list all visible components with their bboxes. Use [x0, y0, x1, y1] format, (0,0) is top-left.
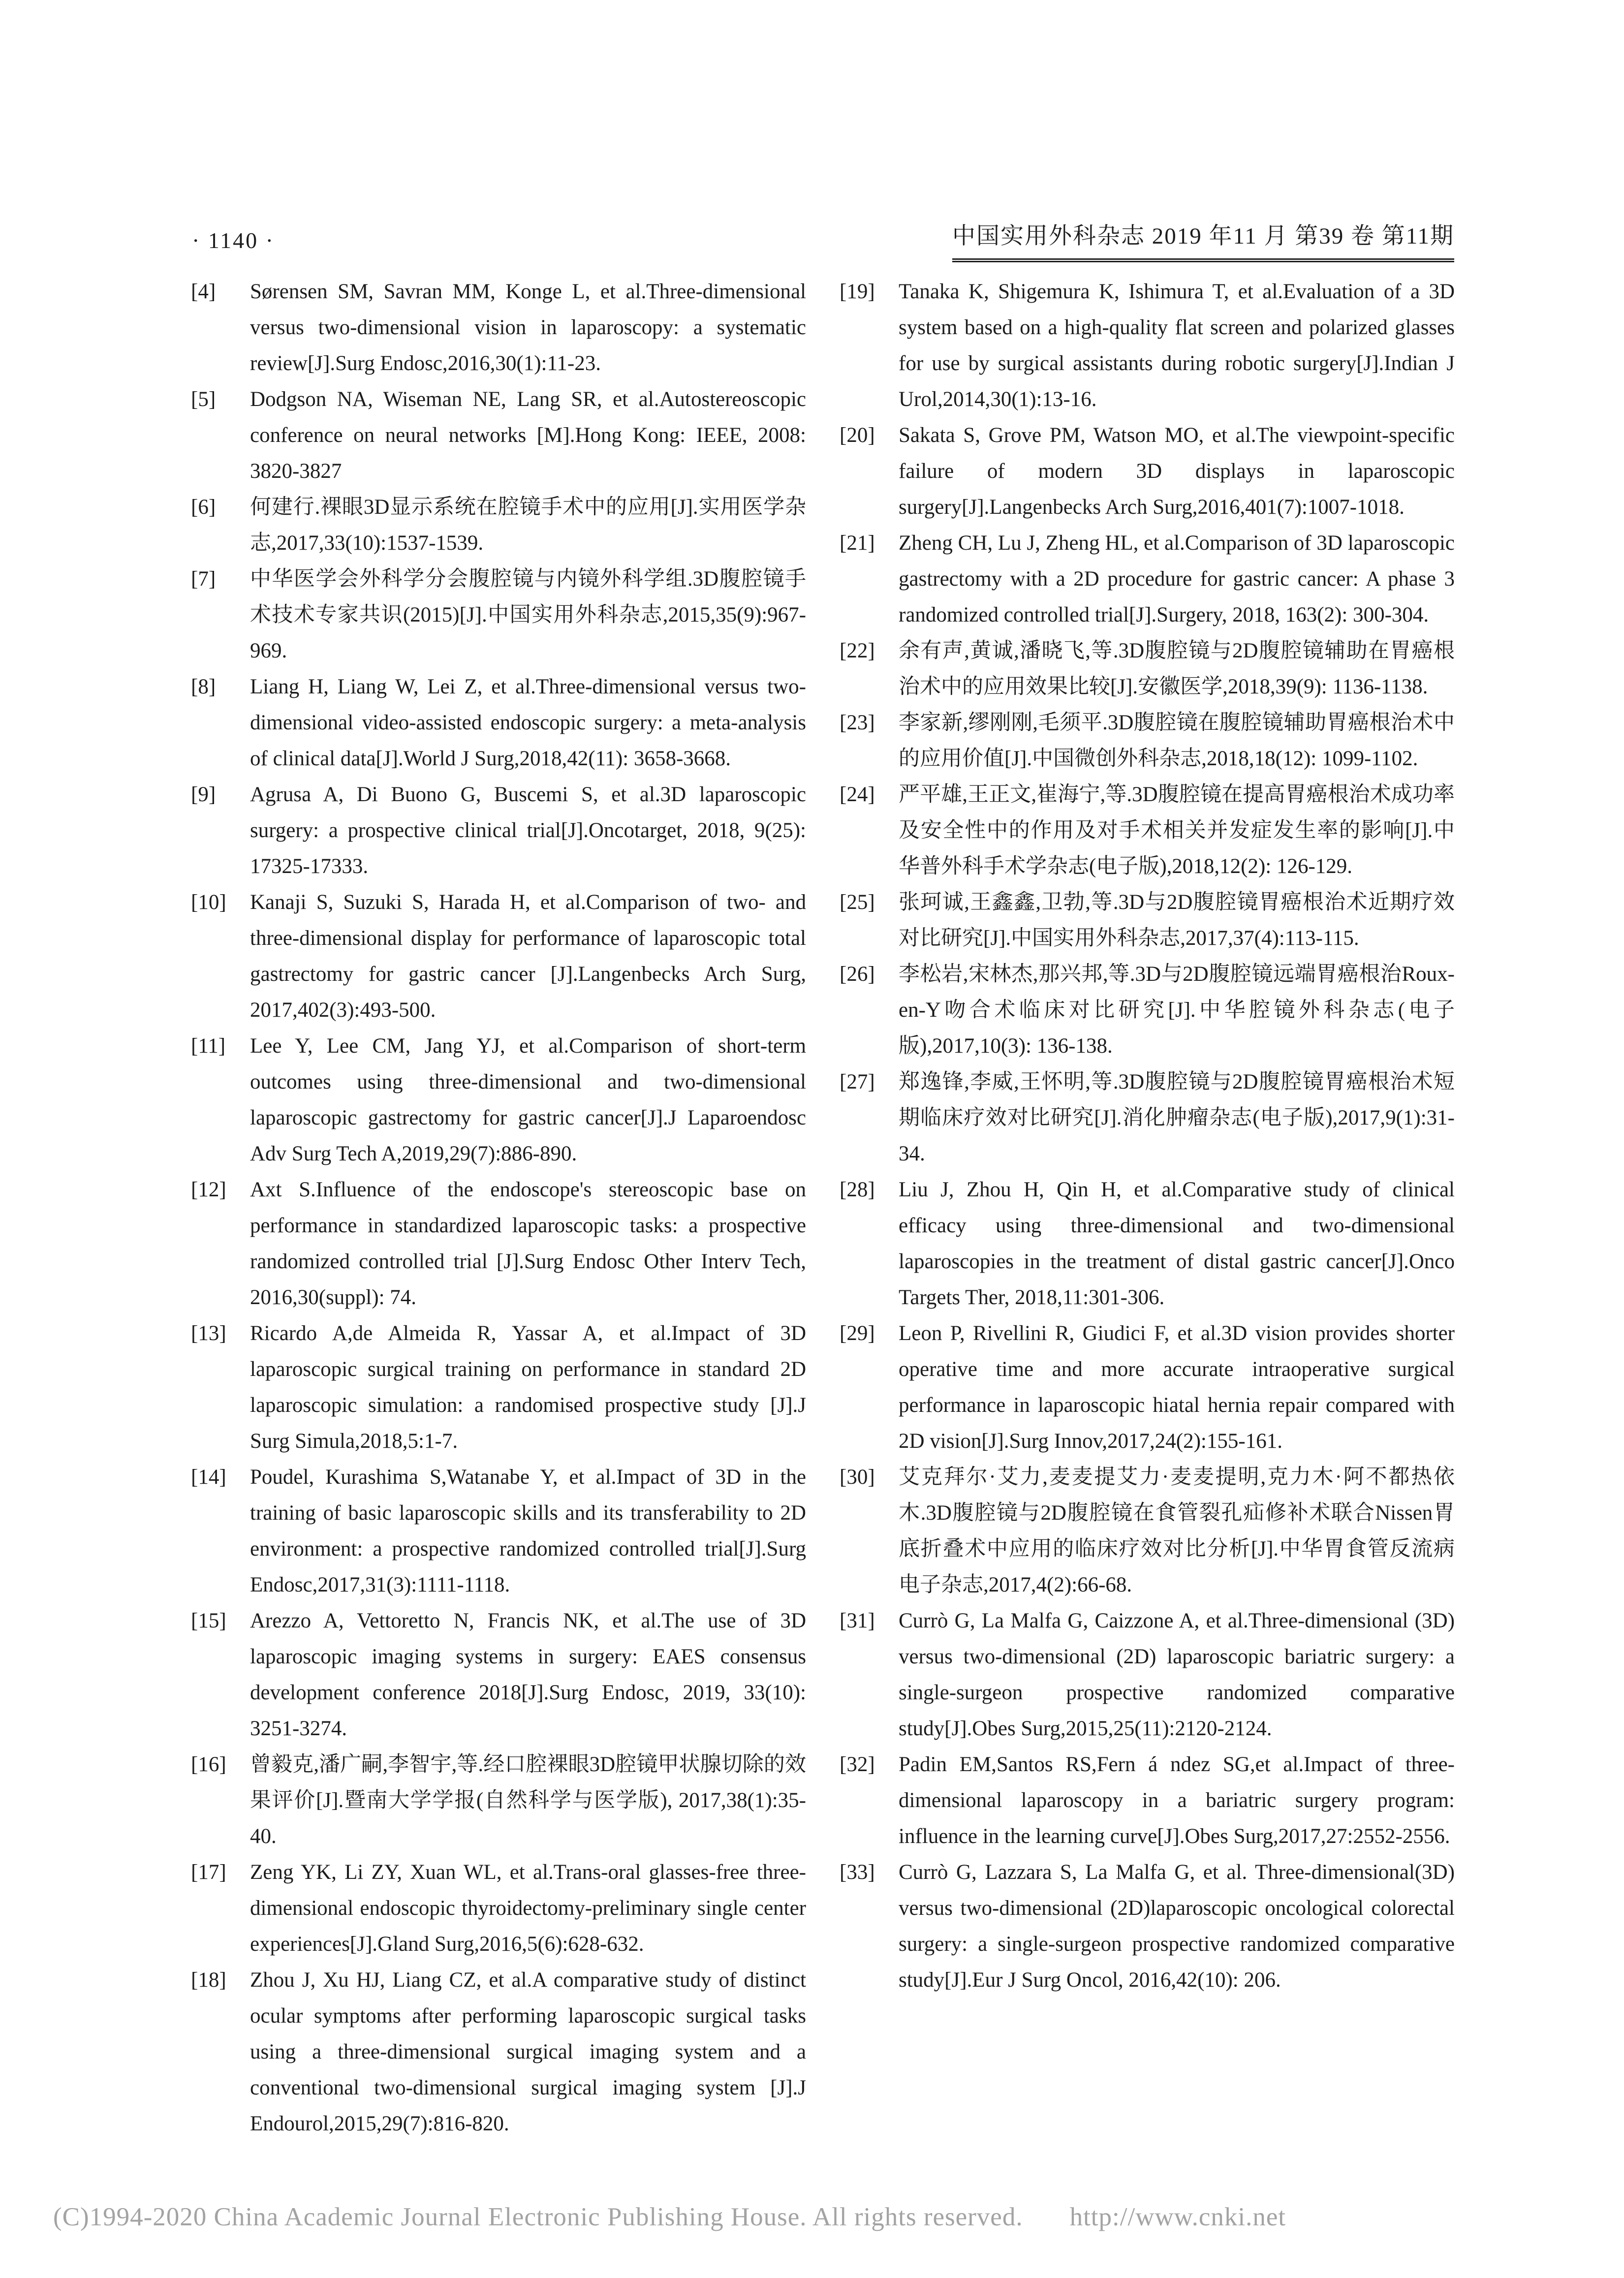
- reference-text: Currò G, La Malfa G, Caizzone A, et al.Three-dimensional (3D) versus two-dimensional (2D) laparoscopic bariatric surgery: a single-surgeon prospective randomized comparative study[J].Obes Surg,2015,25(11):2120-2124.: [899, 1609, 1455, 1740]
- reference-number: [6]: [191, 496, 216, 519]
- reference-number: [5]: [191, 388, 216, 411]
- reference-item: [840, 1459, 1455, 1603]
- reference-text: Currò G, Lazzara S, La Malfa G, et al. Three-dimensional(3D) versus two-dimensional (2D)laparoscopic oncological colorectal surgery: a single-surgeon prospective randomized comparative study[J].Eur J Surg Oncol, 2016,42(10): 206.: [899, 1861, 1455, 1992]
- reference-text: Zhou J, Xu HJ, Liang CZ, et al.A comparative study of distinct ocular symptoms after performing laparoscopic surgical tasks using a three-dimensional surgical imaging system and a conventional two-dimensional surgical imaging system [J].J Endourol,2015,29(7):816-820.: [250, 1968, 806, 2135]
- reference-item: [191, 1459, 806, 1603]
- reference-text: Padin EM,Santos RS,Fern á ndez SG,et al.Impact of three-dimensional laparoscopy in a bariatric surgery program: influence in the learning curve[J].Obes Surg,2017,27:2552-2556.: [899, 1753, 1455, 1848]
- reference-item: [191, 489, 806, 561]
- reference-text: Ricardo A,de Almeida R, Yassar A, et al.Impact of 3D laparoscopic surgical training on performance in standard 2D laparoscopic simulation: a randomised prospective study [J].J Surg Simula,2018,5:1-7.: [250, 1322, 806, 1453]
- reference-text: 李家新,缪刚刚,毛须平.3D腹腔镜在腹腔镜辅助胃癌根治术中的应用价值[J].中国微创外科杂志,2018,18(12): 1099-1102.: [899, 711, 1455, 770]
- reference-text: Arezzo A, Vettoretto N, Francis NK, et al.The use of 3D laparoscopic imaging systems in surgery: EAES consensus development conference 2018[J].Surg Endosc, 2019, 33(10): 3251-3274.: [250, 1609, 806, 1740]
- reference-number: [25]: [840, 891, 875, 914]
- reference-text: Axt S.Influence of the endoscope's stereoscopic base on performance in standardized laparoscopic tasks: a prospective randomized controlled trial [J].Surg Endosc Other Interv Tech, 2016,30(suppl): 74.: [250, 1178, 806, 1309]
- reference-text: Sørensen SM, Savran MM, Konge L, et al.Three-dimensional versus two-dimensional vision in laparoscopy: a systematic review[J].Surg Endosc,2016,30(1):11-23.: [250, 280, 806, 375]
- reference-text: Liu J, Zhou H, Qin H, et al.Comparative study of clinical efficacy using three-dimensional and two-dimensional laparoscopies in the treatment of distal gastric cancer[J].Onco Targets Ther, 2018,11:301-306.: [899, 1178, 1455, 1309]
- reference-item: [840, 417, 1455, 525]
- reference-text: Lee Y, Lee CM, Jang YJ, et al.Comparison of short-term outcomes using three-dimensional and two-dimensional laparoscopic gastrectomy for gastric cancer[J].J Laparoendosc Adv Surg Tech A,2019,29(7):886-890.: [250, 1034, 806, 1165]
- references-column-right: [840, 274, 1455, 1998]
- reference-number: [11]: [191, 1034, 226, 1058]
- reference-number: [18]: [191, 1968, 226, 1992]
- reference-number: [23]: [840, 711, 875, 734]
- reference-text: 李松岩,宋林杰,那兴邦,等.3D与2D腹腔镜远端胃癌根治Roux-en-Y吻合术临床对比研究[J].中华腔镜外科杂志(电子版),2017,10(3): 136-138.: [899, 963, 1455, 1058]
- reference-text: 曾毅克,潘广嗣,李智宇,等.经口腔裸眼3D腔镜甲状腺切除的效果评价[J].暨南大学学报(自然科学与医学版), 2017,38(1):35-40.: [250, 1753, 806, 1848]
- reference-item: [840, 777, 1455, 884]
- reference-item: [840, 956, 1455, 1064]
- reference-item: [840, 1315, 1455, 1459]
- reference-item: [191, 1315, 806, 1459]
- reference-text: Poudel, Kurashima S,Watanabe Y, et al.Impact of 3D in the training of basic laparoscopic skills and its transferability to 2D environment: a prospective randomized controlled trial[J].Surg Endosc,2017,31(3):1111-1118.: [250, 1466, 806, 1596]
- reference-number: [21]: [840, 531, 875, 555]
- reference-number: [31]: [840, 1609, 875, 1632]
- reference-text: 中华医学会外科学分会腹腔镜与内镜外科学组.3D腹腔镜手术技术专家共识(2015)[J].中国实用外科杂志,2015,35(9):967-969.: [250, 567, 806, 662]
- reference-text: Agrusa A, Di Buono G, Buscemi S, et al.3D laparoscopic surgery: a prospective clinical trial[J].Oncotarget, 2018, 9(25): 17325-17333.: [250, 783, 806, 878]
- reference-number: [15]: [191, 1609, 226, 1632]
- reference-item: [840, 1172, 1455, 1315]
- reference-item: [840, 1603, 1455, 1747]
- reference-item: [191, 1172, 806, 1315]
- reference-item: [191, 1603, 806, 1747]
- reference-number: [30]: [840, 1466, 875, 1489]
- reference-text: 何建行.裸眼3D显示系统在腔镜手术中的应用[J].实用医学杂志,2017,33(10):1537-1539.: [250, 496, 806, 555]
- references-column-left: [191, 274, 806, 2142]
- reference-number: [29]: [840, 1322, 875, 1345]
- reference-text: Dodgson NA, Wiseman NE, Lang SR, et al.Autostereoscopic conference on neural networks [M].Hong Kong: IEEE, 2008: 3820-3827: [250, 388, 806, 483]
- reference-number: [13]: [191, 1322, 226, 1345]
- reference-number: [28]: [840, 1178, 875, 1201]
- reference-item: [840, 884, 1455, 956]
- reference-number: [33]: [840, 1861, 875, 1884]
- reference-number: [27]: [840, 1070, 875, 1093]
- reference-item: [840, 274, 1455, 417]
- reference-number: [17]: [191, 1861, 226, 1884]
- copyright-footer: [53, 2202, 1286, 2232]
- reference-item: [191, 1962, 806, 2142]
- reference-number: [26]: [840, 963, 875, 986]
- reference-number: [14]: [191, 1466, 226, 1489]
- reference-text: 艾克拜尔·艾力,麦麦提艾力·麦麦提明,克力木·阿不都热依木.3D腹腔镜与2D腹腔镜在食管裂孔疝修补术联合Nissen胃底折叠术中应用的临床疗效对比分析[J].中华胃食管反流病电子杂志,2017,4(2):66-68.: [899, 1466, 1455, 1596]
- reference-number: [9]: [191, 783, 216, 806]
- reference-number: [20]: [840, 424, 875, 447]
- reference-number: [16]: [191, 1753, 226, 1776]
- reference-text: 郑逸锋,李威,王怀明,等.3D腹腔镜与2D腹腔镜胃癌根治术短期临床疗效对比研究[J].消化肿瘤杂志(电子版),2017,9(1):31-34.: [899, 1070, 1455, 1165]
- reference-text: Liang H, Liang W, Lei Z, et al.Three-dimensional versus two-dimensional video-assisted endoscopic surgery: a meta-analysis of clinical data[J].World J Surg,2018,42(11): 3658-3668.: [250, 675, 806, 770]
- reference-text: 余有声,黄诚,潘晓飞,等.3D腹腔镜与2D腹腔镜辅助在胃癌根治术中的应用效果比较[J].安徽医学,2018,39(9): 1136-1138.: [899, 639, 1455, 698]
- reference-number: [10]: [191, 891, 226, 914]
- reference-item: [191, 1854, 806, 1962]
- reference-item: [191, 1028, 806, 1172]
- reference-number: [8]: [191, 675, 216, 698]
- reference-number: [22]: [840, 639, 875, 662]
- cnki-url: http://www.cnki.net: [1069, 2203, 1286, 2231]
- reference-item: [840, 1064, 1455, 1172]
- reference-number: [4]: [191, 280, 216, 303]
- reference-item: [191, 669, 806, 777]
- reference-item: [191, 561, 806, 669]
- reference-item: [840, 1747, 1455, 1854]
- reference-text: 张珂诚,王鑫鑫,卫勃,等.3D与2D腹腔镜胃癌根治术近期疗效对比研究[J].中国实用外科杂志,2017,37(4):113-115.: [899, 891, 1455, 950]
- reference-item: [191, 884, 806, 1028]
- reference-text: Zheng CH, Lu J, Zheng HL, et al.Comparison of 3D laparoscopic gastrectomy with a 2D procedure for gastric cancer: A phase 3 randomized controlled trial[J].Surgery, 2018, 163(2): 300-304.: [899, 531, 1455, 626]
- reference-text: Zeng YK, Li ZY, Xuan WL, et al.Trans-oral glasses-free three-dimensional endoscopic thyroidectomy-preliminary single center experiences[J].Gland Surg,2016,5(6):628-632.: [250, 1861, 806, 1956]
- journal-header: 中国实用外科杂志 2019 年11 月 第39 卷 第11期: [952, 218, 1454, 262]
- reference-text: Leon P, Rivellini R, Giudici F, et al.3D vision provides shorter operative time and more accurate intraoperative surgical performance in laparoscopic hiatal hernia repair compared with 2D vision[J].Surg Innov,2017,24(2):155-161.: [899, 1322, 1455, 1453]
- reference-text: Tanaka K, Shigemura K, Ishimura T, et al.Evaluation of a 3D system based on a high-quality flat screen and polarized glasses for use by surgical assistants during robotic surgery[J].Indian J Urol,2014,30(1):13-16.: [899, 280, 1455, 411]
- reference-item: [840, 1854, 1455, 1998]
- reference-number: [24]: [840, 783, 875, 806]
- page-number: · 1140 ·: [192, 228, 275, 253]
- copyright-text: (C)1994-2020 China Academic Journal Electronic Publishing House. All rights reserved.: [53, 2203, 1023, 2231]
- reference-number: [32]: [840, 1753, 875, 1776]
- reference-text: Kanaji S, Suzuki S, Harada H, et al.Comparison of two- and three-dimensional display for performance of laparoscopic total gastrectomy for gastric cancer [J].Langenbecks Arch Surg, 2017,402(3):493-500.: [250, 891, 806, 1022]
- reference-item: [191, 381, 806, 489]
- reference-number: [12]: [191, 1178, 226, 1201]
- reference-text: Sakata S, Grove PM, Watson MO, et al.The viewpoint-specific failure of modern 3D displays in laparoscopic surgery[J].Langenbecks Arch Surg,2016,401(7):1007-1018.: [899, 424, 1455, 519]
- reference-item: [191, 777, 806, 884]
- reference-item: [840, 705, 1455, 777]
- reference-item: [191, 1747, 806, 1854]
- reference-number: [7]: [191, 567, 216, 591]
- reference-item: [191, 274, 806, 381]
- reference-number: [19]: [840, 280, 875, 303]
- reference-item: [840, 525, 1455, 633]
- reference-text: 严平雄,王正文,崔海宁,等.3D腹腔镜在提高胃癌根治术成功率及安全性中的作用及对手术相关并发症发生率的影响[J].中华普外科手术学杂志(电子版),2018,12(2): 126-129.: [899, 783, 1455, 878]
- reference-item: [840, 633, 1455, 705]
